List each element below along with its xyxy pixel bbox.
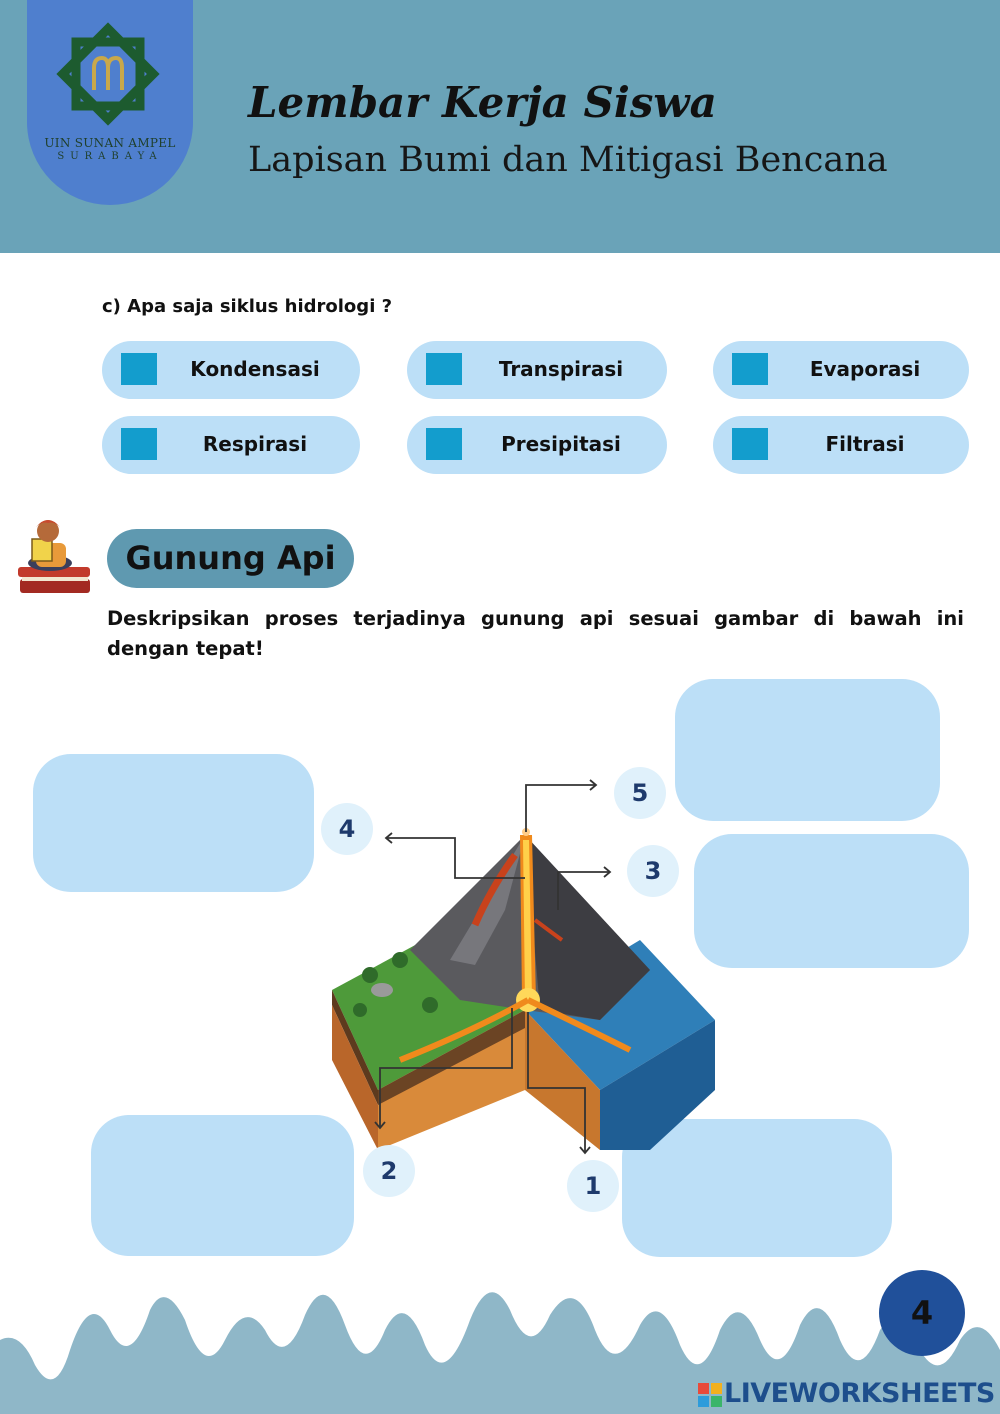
option-filtrasi[interactable] [713, 416, 969, 474]
section-title: Gunung Api [125, 539, 336, 577]
reading-kid-icon [14, 515, 94, 600]
label-2: 2 [363, 1145, 415, 1197]
option-kondensasi[interactable] [102, 341, 360, 399]
page-subtitle: Lapisan Bumi dan Mitigasi Bencana [248, 140, 888, 180]
label-1: 1 [567, 1160, 619, 1212]
checkbox[interactable] [121, 353, 157, 385]
option-label: Filtrasi [825, 432, 905, 456]
checkbox[interactable] [426, 428, 462, 460]
option-presipitasi[interactable] [407, 416, 667, 474]
label-3: 3 [627, 845, 679, 897]
liveworksheets-text: LIVEWORKSHEETS [724, 1378, 995, 1409]
checkbox[interactable] [121, 428, 157, 460]
option-respirasi[interactable] [102, 416, 360, 474]
instruction-text: Deskripsikan proses terjadinya gunung api sesuai gambar di bawah ini dengan tepat! [107, 607, 964, 660]
liveworksheets-logo-icon [698, 1383, 722, 1407]
option-evaporasi[interactable] [713, 341, 969, 399]
question-text: c) Apa saja siklus hidrologi ? [102, 296, 393, 317]
checkbox[interactable] [732, 353, 768, 385]
option-transpirasi[interactable] [407, 341, 667, 399]
logo-text-city: SURABAYA [57, 151, 163, 162]
answer-box-4[interactable] [33, 754, 314, 892]
page-title: Lembar Kerja Siswa [248, 78, 717, 127]
university-logo-icon [50, 20, 170, 130]
option-label: Transpirasi [498, 357, 624, 381]
checkbox[interactable] [732, 428, 768, 460]
option-label: Kondensasi [190, 357, 320, 381]
label-5: 5 [614, 767, 666, 819]
option-label: Respirasi [202, 432, 308, 456]
checkbox[interactable] [426, 353, 462, 385]
label-4: 4 [321, 803, 373, 855]
option-label: Evaporasi [809, 357, 921, 381]
logo-text-name: UIN SUNAN AMPEL [44, 136, 176, 150]
section-title-pill [107, 529, 354, 588]
page-number-badge: 4 [879, 1270, 965, 1356]
option-label: Presipitasi [501, 432, 621, 456]
